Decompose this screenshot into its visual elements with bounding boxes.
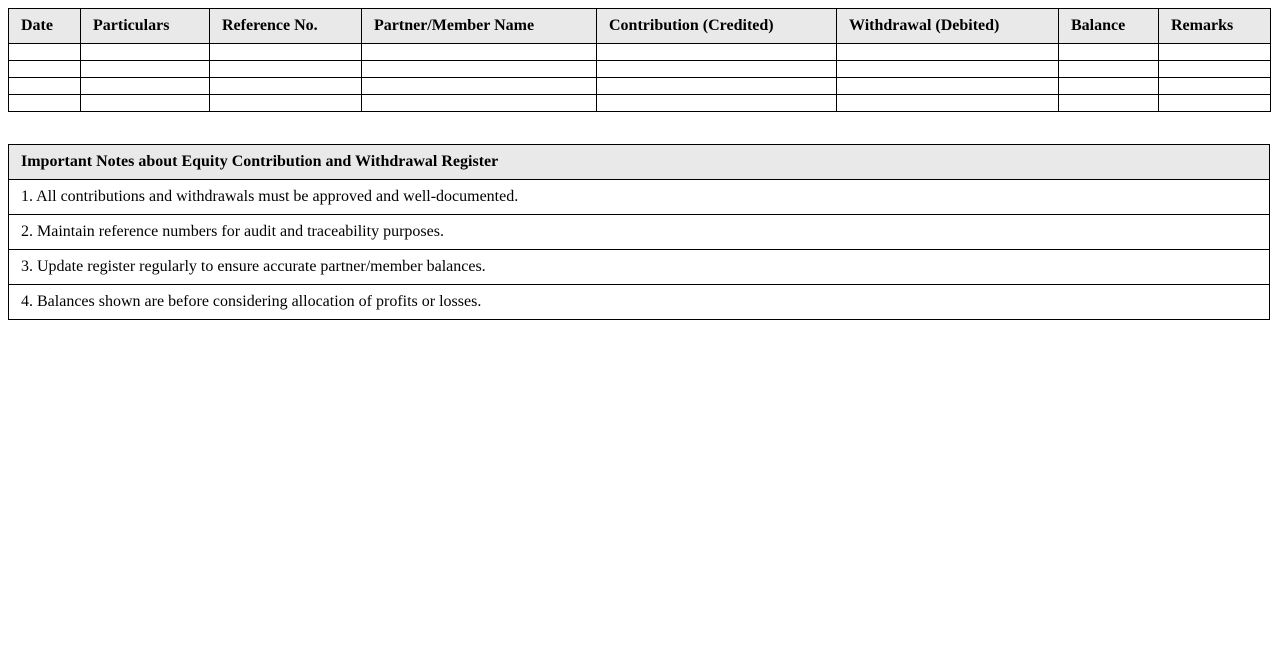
table-cell[interactable] (837, 61, 1059, 78)
table-cell[interactable] (837, 44, 1059, 61)
table-cell[interactable] (1159, 61, 1271, 78)
notes-title: Important Notes about Equity Contribution and Withdrawal Register (9, 145, 1270, 180)
table-cell[interactable] (1059, 78, 1159, 95)
table-cell[interactable] (1059, 95, 1159, 112)
table-cell[interactable] (81, 61, 210, 78)
column-header-withdrawal: Withdrawal (Debited) (837, 9, 1059, 44)
table-cell[interactable] (210, 78, 362, 95)
table-cell[interactable] (837, 95, 1059, 112)
note-row (9, 285, 1270, 320)
note-item: 3. Update register regularly to ensure accurate partner/member balances. (9, 250, 1270, 285)
table-cell[interactable] (81, 44, 210, 61)
table-cell[interactable] (597, 44, 837, 61)
register-header-row (9, 9, 1271, 44)
table-cell[interactable] (210, 44, 362, 61)
table-cell[interactable] (597, 61, 837, 78)
table-cell[interactable] (9, 78, 81, 95)
note-item: 4. Balances shown are before considering allocation of profits or losses. (9, 285, 1270, 320)
table-cell[interactable] (1159, 78, 1271, 95)
table-cell[interactable] (1159, 44, 1271, 61)
note-row (9, 250, 1270, 285)
table-cell[interactable] (362, 61, 597, 78)
notes-table (8, 144, 1270, 320)
register-table (8, 8, 1271, 112)
table-cell[interactable] (1159, 95, 1271, 112)
table-cell[interactable] (1059, 44, 1159, 61)
table-row (9, 44, 1271, 61)
column-header-date: Date (9, 9, 81, 44)
table-cell[interactable] (210, 95, 362, 112)
table-cell[interactable] (9, 95, 81, 112)
table-cell[interactable] (362, 78, 597, 95)
table-cell[interactable] (9, 44, 81, 61)
table-cell[interactable] (837, 78, 1059, 95)
column-header-remarks: Remarks (1159, 9, 1271, 44)
table-cell[interactable] (81, 78, 210, 95)
note-row (9, 180, 1270, 215)
table-cell[interactable] (597, 78, 837, 95)
table-row (9, 78, 1271, 95)
note-row (9, 215, 1270, 250)
note-item: 1. All contributions and withdrawals must be approved and well-documented. (9, 180, 1270, 215)
table-cell[interactable] (1059, 61, 1159, 78)
column-header-balance: Balance (1059, 9, 1159, 44)
table-cell[interactable] (81, 95, 210, 112)
table-cell[interactable] (362, 95, 597, 112)
column-header-contribution: Contribution (Credited) (597, 9, 837, 44)
table-cell[interactable] (9, 61, 81, 78)
table-cell[interactable] (362, 44, 597, 61)
column-header-reference-no: Reference No. (210, 9, 362, 44)
notes-header-row (9, 145, 1270, 180)
note-item: 2. Maintain reference numbers for audit and traceability purposes. (9, 215, 1270, 250)
table-row (9, 61, 1271, 78)
column-header-partner-member-name: Partner/Member Name (362, 9, 597, 44)
table-cell[interactable] (210, 61, 362, 78)
column-header-particulars: Particulars (81, 9, 210, 44)
table-cell[interactable] (597, 95, 837, 112)
table-row (9, 95, 1271, 112)
